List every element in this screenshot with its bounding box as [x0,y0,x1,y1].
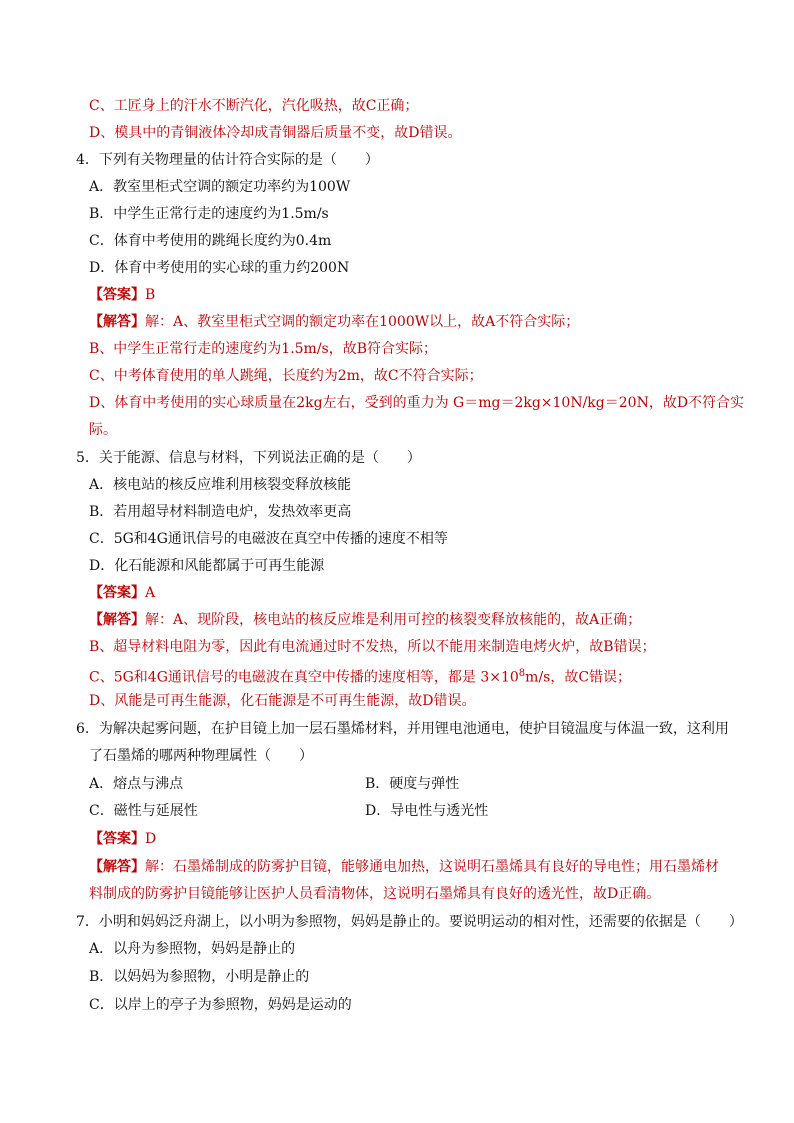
analysis-line: D、体育中考使用的实心球质量在2kg左右，受到的重力为 G＝mg＝2kg×10N/kg＝20N，故D不符合实 [89,395,745,411]
question-6-stem: 6．为解决起雾问题，在护目镜上加一层石墨烯材料，并用锂电池通电，使护目镜温度与体温一致，这利用 [76,721,729,737]
question-6-answer [89,829,156,849]
question-6-option-c: C．磁性与延展性 [89,803,198,819]
analysis-line: 解：A、现阶段，核电站的核反应堆是利用可控的核裂变释放核能的，故A正确； [145,612,642,628]
answer-tag: 【答案】 [89,831,145,847]
analysis-line: 际。 [89,422,117,438]
analysis-tag: 【解答】 [89,314,145,330]
question-6-analysis [89,857,719,877]
question-6-option-b: B．硬度与弹性 [365,776,460,792]
question-4-analysis [89,312,579,332]
question-4-option-a: A．教室里柜式空调的额定功率约为100W [89,179,351,195]
question-7-option-a: A．以舟为参照物，妈妈是静止的 [89,941,296,957]
question-7-option-c: C．以岸上的亭子为参照物，妈妈是运动的 [89,997,352,1013]
question-4-answer [89,285,155,305]
analysis-text: m/s，故C错误； [525,669,632,686]
answer-value: A [145,585,156,601]
analysis-line: 解：石墨烯制成的防雾护目镜，能够通电加热，这说明石墨烯具有良好的导电性；用石墨烯材 [145,859,719,875]
question-4-option-c: C．体育中考使用的跳绳长度约为0.4m [89,233,332,249]
answer-tag: 【答案】 [89,585,145,601]
question-4-stem: 4．下列有关物理量的估计符合实际的是（ ） [76,152,379,168]
question-5-option-c: C．5G和4G通讯信号的电磁波在真空中传播的速度不相等 [89,531,448,547]
solution-line: C、工匠身上的汗水不断汽化，汽化吸热，故C正确； [89,98,419,114]
solution-line: D、模具中的青铜液体冷却成青铜器后质量不变，故D错误。 [89,125,462,141]
question-6-option-d: D．导电性与透光性 [365,803,489,819]
answer-value: D [145,831,157,847]
question-5-option-a: A．核电站的核反应堆利用核裂变释放核能 [89,477,352,493]
analysis-line: B、超导材料电阻为零，因此有电流通过时不发热，所以不能用来制造电烤火炉，故B错误； [89,639,656,655]
analysis-line: 料制成的防雾护目镜能够让医护人员看清物体，这说明石墨烯具有良好的透光性，故D正确。 [89,886,661,902]
analysis-line: B、中学生正常行走的速度约为1.5m/s，故B符合实际； [89,341,438,357]
answer-tag: 【答案】 [89,287,145,303]
question-6-stem-cont: 了石墨烯的哪两种物理属性（ ） [89,748,313,764]
question-7-option-b: B．以妈妈为参照物，小明是静止的 [89,969,310,985]
analysis-line [89,664,631,688]
analysis-line: 解：A、教室里柜式空调的额定功率在1000W以上，故A不符合实际； [145,314,580,330]
analysis-line: D、风能是可再生能源，化石能源是不可再生能源，故D错误。 [89,693,476,709]
question-5-option-b: B．若用超导材料制造电炉，发热效率更高 [89,504,352,520]
question-4-option-b: B．中学生正常行走的速度约为1.5m/s [89,206,329,222]
analysis-tag: 【解答】 [89,612,145,628]
analysis-text: C、5G和4G通讯信号的电磁波在真空中传播的速度相等，都是 3×10 [89,669,519,686]
answer-value: B [145,287,156,303]
question-5-option-d: D．化石能源和风能都属于可再生能源 [89,558,325,574]
analysis-line: C、中考体育使用的单人跳绳，长度约为2m，故C不符合实际； [89,368,483,384]
question-6-option-a: A．熔点与沸点 [89,776,184,792]
question-5-answer [89,583,155,603]
question-7-stem: 7．小明和妈妈泛舟湖上，以小明为参照物，妈妈是静止的。要说明运动的相对性，还需要的依据是（ ） [76,914,743,930]
exponent: 8 [518,668,526,679]
question-5-analysis [89,610,641,630]
analysis-tag: 【解答】 [89,859,145,875]
question-4-option-d: D．体育中考使用的实心球的重力约200N [89,260,350,276]
question-5-stem: 5．关于能源、信息与材料，下列说法正确的是（ ） [76,450,421,466]
